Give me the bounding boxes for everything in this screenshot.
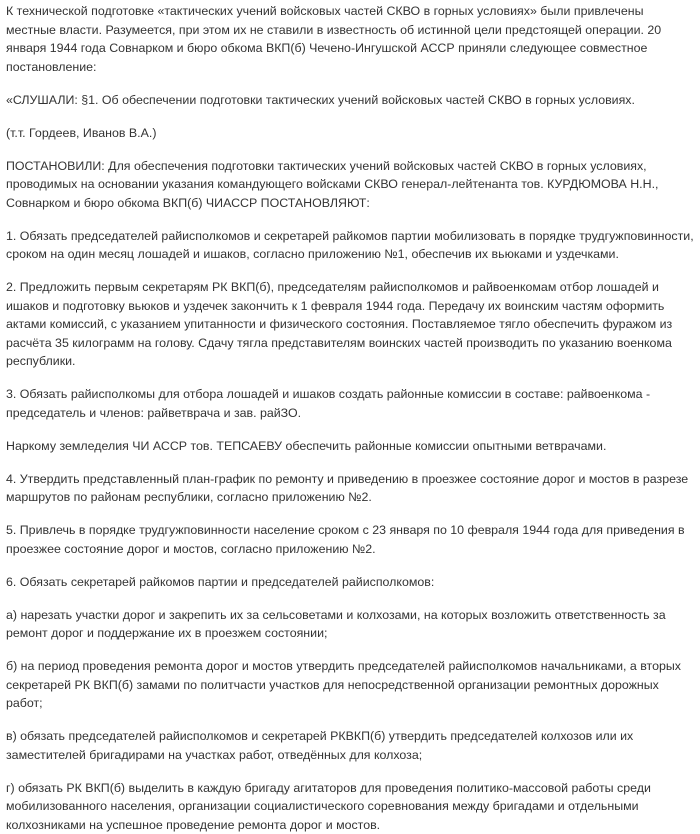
paragraph-narkom: Наркому земледелия ЧИ АССР тов. ТЕПСАЕВУ обеспечить районные комиссии опытными ветврачами. xyxy=(6,437,694,456)
paragraph-slushali: «СЛУШАЛИ: §1. Об обеспечении подготовки тактических учений войсковых частей СКВО в горных условиях. xyxy=(6,91,694,110)
paragraph-item-5: 5. Привлечь в порядке трудгужповинности население сроком с 23 января по 10 февраля 1944 года для приведения в проезжее состояние дорог и мостов, согласно приложению №2. xyxy=(6,521,694,558)
paragraph-item-3: 3. Обязать райисполкомы для отбора лошадей и ишаков создать районные комиссии в составе: райвоенкома - председатель и членов: райветврача и зав. райЗО. xyxy=(6,385,694,422)
paragraph-item-6b: б) на период проведения ремонта дорог и мостов утвердить председателей райисполкомов начальниками, а вторых секретарей РК ВКП(б) замами по политчасти участков для непосредственной организации ремонтных дорожных работ; xyxy=(6,657,694,713)
paragraph-intro: К технической подготовке «тактических учений войсковых частей СКВО в горных условиях» были привлечены местные власти. Разумеется, при этом их не ставили в известность об истинной цели предстоящей операции. 20 января 1944 года Совнарком и бюро обкома ВКП(б) Чечено-Ингушской АССР приняли следующее совместное постановление: xyxy=(6,2,694,76)
paragraph-item-6d: г) обязать РК ВКП(б) выделить в каждую бригаду агитаторов для проведения политико-массовой работы среди мобилизованного населения, организации социалистического соревнования между бригадами и отдельными колхозниками на успешное проведение ремонта дорог и мостов. xyxy=(6,779,694,834)
paragraph-item-6a: а) нарезать участки дорог и закрепить их за сельсоветами и колхозами, на которых возложить ответственность за ремонт дорог и поддержание их в проезжем состоянии; xyxy=(6,606,694,643)
paragraph-item-6: 6. Обязать секретарей райкомов партии и председателей райисполкомов: xyxy=(6,573,694,592)
paragraph-speakers: (т.т. Гордеев, Иванов В.А.) xyxy=(6,124,694,143)
paragraph-item-6c: в) обязать председателей райисполкомов и секретарей РКВКП(б) утвердить председателей колхозов или их заместителей бригадирами на участках работ, отведённых для колхоза; xyxy=(6,727,694,764)
paragraph-item-1: 1. Обязать председателей райисполкомов и секретарей райкомов партии мобилизовать в порядке трудгужповинности, сроком на один месяц лошадей и ишаков, согласно приложению №1, обеспечив их вьюками и уздечками. xyxy=(6,227,694,264)
paragraph-item-4: 4. Утвердить представленный план-график по ремонту и приведению в проезжее состояние дорог и мостов в разрезе маршрутов по районам республики, согласно приложению №2. xyxy=(6,470,694,507)
paragraph-postanovili: ПОСТАНОВИЛИ: Для обеспечения подготовки тактических учений войсковых частей СКВО в горных условиях, проводимых на основании указания командующего войсками СКВО генерал-лейтенанта тов. КУРДЮМОВА Н.Н., Совнарком и бюро обкома ВКП(б) ЧИАССР ПОСТАНОВЛЯЮТ: xyxy=(6,157,694,213)
paragraph-item-2: 2. Предложить первым секретарям РК ВКП(б), председателям райисполкомов и райвоенкомам отбор лошадей и ишаков и подготовку вьюков и уздечек закончить к 1 февраля 1944 года. Передачу их воинским частям оформить актами комиссий, с указанием упитанности и физического состояния. Поставляемое тягло обеспечить фуражом из расчёта 35 килограмм на голову. Сдачу тягла представителям воинских частей производить по указанию военкома республики. xyxy=(6,278,694,371)
